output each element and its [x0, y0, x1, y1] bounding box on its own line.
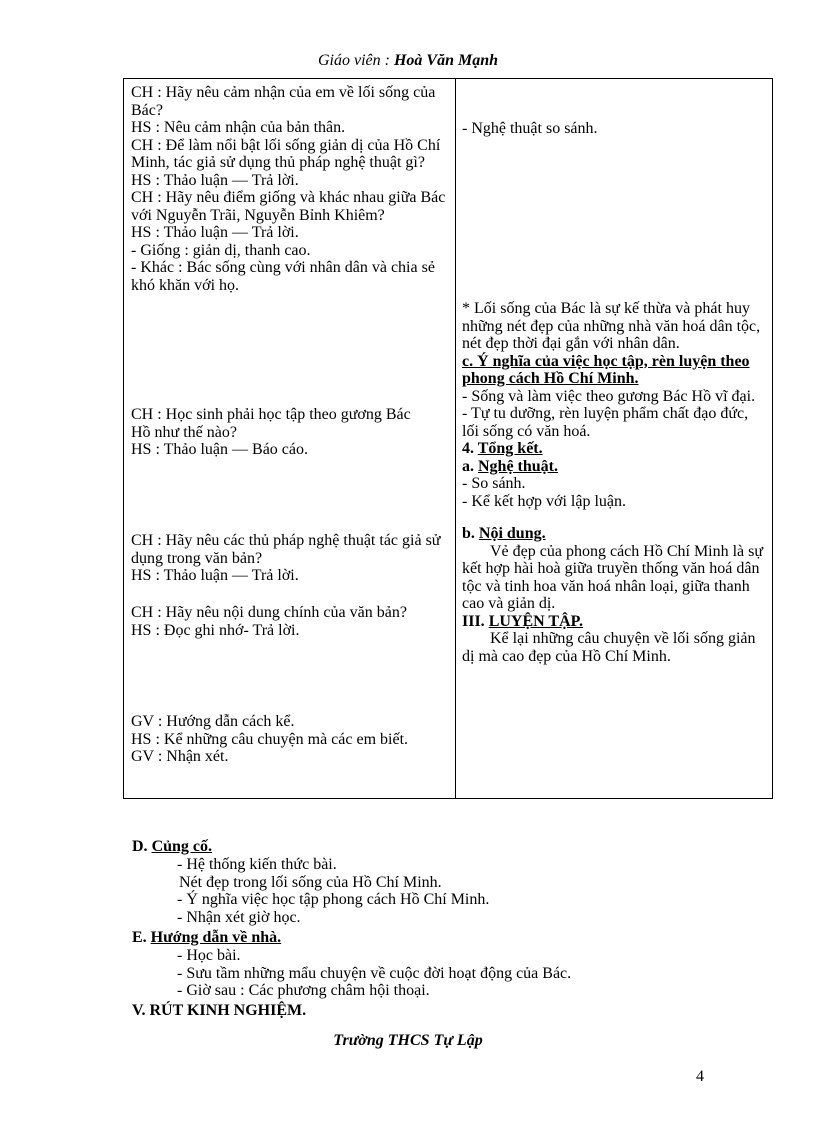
header-prefix: Giáo viên :	[317, 52, 394, 69]
answer-3-different: - Khác : Bác sống cùng với nhân dân và chia sẻ khó khăn với họ.	[131, 259, 435, 294]
section-a-title: Nghệ thuật.	[478, 457, 559, 475]
section-e-heading: E. Hướng dẫn về nhà.	[132, 929, 282, 946]
section-4-heading: 4. Tổng kết.	[462, 440, 543, 457]
left-block-4	[131, 604, 431, 639]
question-1: CH : Hãy nêu cảm nhận của em về lối sống của Bác?	[131, 84, 436, 119]
page-header	[0, 52, 816, 70]
section-a-item-1: - So sánh.	[462, 475, 526, 492]
section-d-item-3: - Ý nghĩa việc học tập phong cách Hồ Chí Minh.	[177, 891, 490, 908]
section-b-title: Nội dung.	[478, 525, 546, 542]
lifestyle-note: * Lối sống của Bác là sự kế thừa và phát huy những nét đẹp của những nhà văn hoá dân tộc, nét đẹp thời đại gắn với nhân dân.	[462, 300, 761, 352]
answer-2: HS : Thảo luận — Trả lời.	[131, 171, 299, 189]
right-block-1	[462, 120, 767, 138]
answer-4: HS : Thảo luận — Báo cáo.	[131, 441, 309, 458]
teacher-comment: GV : Nhận xét.	[131, 748, 229, 765]
spacer	[462, 510, 767, 525]
section-v-heading: V. RÚT KINH NGHIỆM.	[132, 1002, 307, 1019]
question-4: CH : Học sinh phải học tập theo gương Bác Hồ như thế nào?	[131, 406, 411, 441]
page-number: 4	[696, 1068, 704, 1085]
answer-3-similar: - Giống : giản dị, thanh cao.	[131, 241, 311, 259]
section-a-item-2: - Kể kết hợp với lập luận.	[462, 492, 626, 510]
section-b-heading: b. Nội dung.	[462, 525, 546, 542]
teacher-guide: GV : Hướng dẫn cách kể.	[131, 713, 295, 730]
student-story: HS : Kể những câu chuyện mà các em biết.	[131, 730, 409, 748]
section-d-item-1: - Hệ thống kiến thức bài.	[177, 856, 337, 873]
school-name: Trường THCS Tự Lập	[333, 1032, 483, 1049]
section-d-list	[177, 856, 489, 926]
left-block-2	[131, 406, 431, 459]
left-block-3	[131, 532, 449, 585]
table-column-divider	[455, 78, 456, 799]
section-d-title: Củng cố.	[151, 838, 213, 855]
right-column	[462, 300, 767, 665]
section-c-item-1: - Sống và làm việc theo gương Bác Hồ vĩ đại.	[462, 387, 756, 405]
section-e-item-2: - Sưu tầm những mẩu chuyện về cuộc đời hoạt động của Bác.	[177, 964, 572, 982]
art-comparison: - Nghệ thuật so sánh.	[462, 120, 598, 137]
question-3: CH : Hãy nêu điểm giống và khác nhau giữa Bác với Nguyễn Trãi, Nguyễn Bỉnh Khiêm?	[131, 189, 446, 224]
section-b-text: Vẻ đẹp của phong cách Hồ Chí Minh là sự kết hợp hài hoà giữa truyền thống văn hoá dân tộc và tinh hoa văn hoá nhân loại, giữa thanh cao và giản dị.	[462, 542, 764, 612]
left-block-5	[131, 713, 431, 766]
section-d-item-2: Nét đẹp trong lối sống của Hồ Chí Minh.	[179, 873, 442, 891]
question-6: CH : Hãy nêu nội dung chính của văn bản?	[131, 604, 407, 621]
section-d-item-4: - Nhận xét giờ học.	[177, 908, 301, 926]
section-c-heading: c. Ý nghĩa của việc học tập, rèn luyện theo phong cách Hồ Chí Minh.	[462, 352, 750, 387]
left-column	[131, 84, 449, 294]
answer-5: HS : Thảo luận — Trả lời.	[131, 567, 299, 584]
answer-3: HS : Thảo luận — Trả lời.	[131, 224, 299, 241]
section-e-title: Hướng dẫn về nhà.	[150, 929, 282, 946]
section-d-heading: D. Củng cố.	[132, 838, 213, 855]
section-c-item-2: - Tự tu dưỡng, rèn luyện phẩm chất đạo đức, lối sống có văn hoá.	[462, 405, 749, 440]
section-3-text: Kể lại những câu chuyện về lối sống giản dị mà cao đẹp của Hồ Chí Minh.	[462, 630, 756, 665]
section-e-item-1: - Học bài.	[177, 947, 241, 964]
answer-1: HS : Nêu cảm nhận của bản thân.	[131, 119, 346, 136]
question-5: CH : Hãy nêu các thủ pháp nghệ thuật tác giả sử dụng trong văn bản?	[131, 532, 441, 567]
section-3-heading: III. LUYỆN TẬP.	[462, 612, 583, 630]
section-4-title: Tổng kết.	[477, 440, 543, 457]
question-2: CH : Để làm nổi bật lối sống giản dị của Hồ Chí Minh, tác giả sử dụng thủ pháp nghệ thuật gì?	[131, 136, 441, 171]
answer-6: HS : Đọc ghi nhớ- Trả lời.	[131, 621, 300, 639]
section-3-title: LUYỆN TẬP.	[488, 612, 583, 630]
section-e-item-3: - Giờ sau : Các phương châm hội thoại.	[177, 982, 430, 999]
section-e-list	[177, 947, 571, 1000]
teacher-name: Hoà Văn Mạnh	[393, 52, 499, 69]
section-a-heading: a. Nghệ thuật.	[462, 457, 559, 475]
